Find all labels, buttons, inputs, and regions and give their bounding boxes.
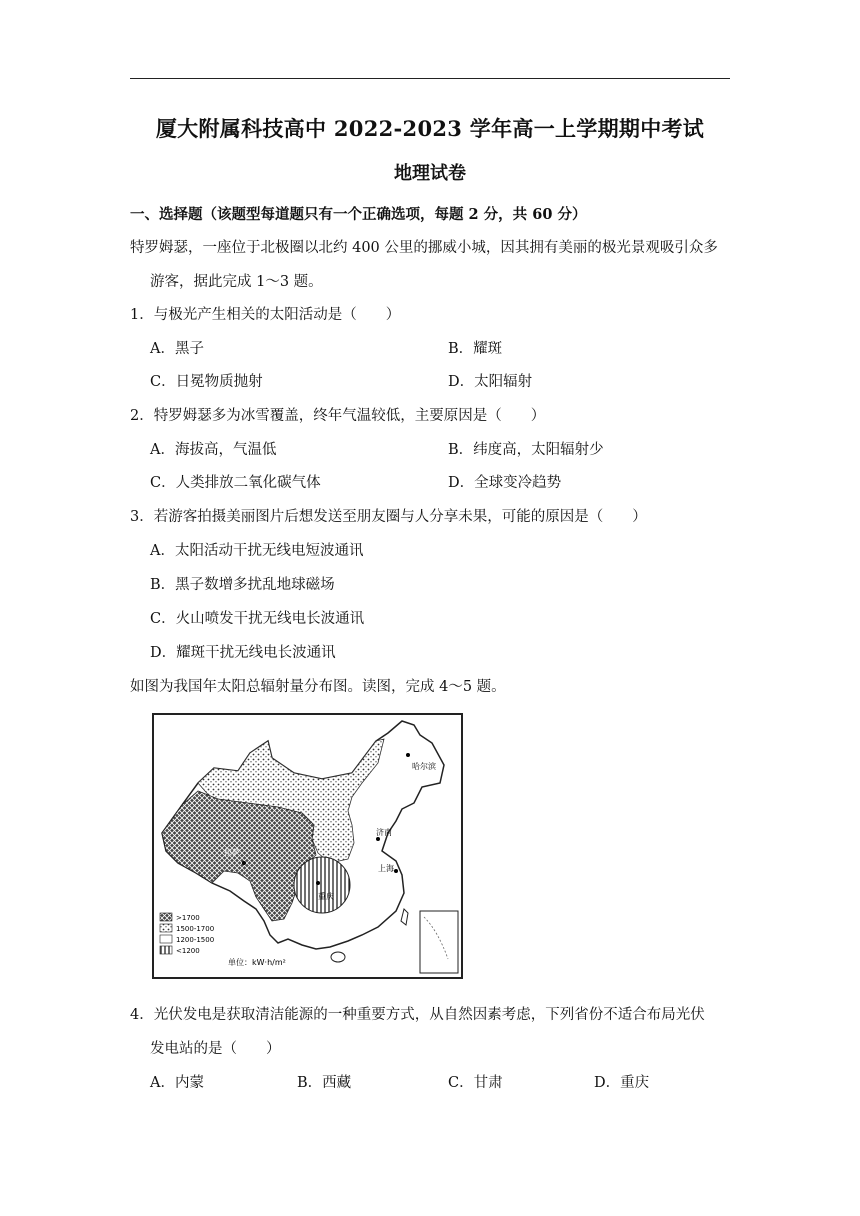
question-3-option-d: D．耀斑干扰无线电长波通讯 — [150, 645, 336, 661]
city-dot-shanghai — [394, 869, 398, 873]
city-label-shanghai: 上海 — [378, 864, 394, 873]
city-dot-harbin — [406, 753, 410, 757]
hainan-island — [331, 952, 345, 962]
question-1-option-d: D．太阳辐射 — [448, 374, 533, 390]
question-1-option-c: C．日冕物质抛射 — [150, 374, 263, 390]
question-4-stem-line2: 发电站的是（ ） — [150, 1041, 281, 1057]
city-label-lhasa: 拉萨 — [224, 848, 240, 857]
south-china-sea-inset — [420, 911, 458, 973]
question-1-option-a: A．黑子 — [150, 341, 204, 357]
question-3-option-b: B．黑子数增多扰乱地球磁场 — [150, 577, 335, 593]
city-dot-chongqing — [316, 881, 320, 885]
question-2-option-b: B．纬度高，太阳辐射少 — [448, 442, 604, 458]
passage1-line2: 游客，据此完成 1～3 题。 — [150, 274, 323, 290]
legend-swatch-lt-1200 — [160, 946, 172, 954]
legend-swatch-1200-1500 — [160, 935, 172, 943]
question-2-option-c: C．人类排放二氧化碳气体 — [150, 475, 321, 491]
legend-swatch-gt-1700 — [160, 913, 172, 921]
city-dot-lhasa — [242, 861, 246, 865]
passage1-line1: 特罗姆瑟，一座位于北极圈以北约 400 公里的挪威小城，因其拥有美丽的极光景观吸引众多 — [130, 240, 718, 256]
question-2-option-a: A．海拔高，气温低 — [150, 442, 277, 458]
question-3-stem: 3．若游客拍摄美丽图片后想发送至朋友圈与人分享未果，可能的原因是（ ） — [130, 509, 647, 525]
city-dot-jinan — [376, 837, 380, 841]
question-3-option-a: A．太阳活动干扰无线电短波通讯 — [150, 543, 364, 559]
passage2-line1: 如图为我国年太阳总辐射量分布图。读图，完成 4～5 题。 — [130, 679, 506, 695]
exam-title: 厦大附属科技高中 2022-2023 学年高一上学期期中考试 — [155, 116, 705, 141]
question-4-option-a: A．内蒙 — [150, 1075, 204, 1091]
section-heading: 一、选择题（该题型每道题只有一个正确选项，每题 2 分，共 60 分） — [130, 206, 587, 223]
solar-radiation-map — [152, 713, 463, 979]
legend-label-lt-1200: <1200 — [176, 947, 200, 955]
legend-label-1200-1500: 1200-1500 — [176, 936, 215, 944]
legend-unit: 单位：kW·h/m² — [228, 958, 286, 967]
question-2-option-d: D．全球变冷趋势 — [448, 475, 562, 491]
legend-swatch-1500-1700 — [160, 924, 172, 932]
legend-label-1500-1700: 1500-1700 — [176, 925, 215, 933]
header-rule — [130, 78, 730, 79]
exam-subtitle: 地理试卷 — [394, 163, 466, 184]
question-1-stem: 1．与极光产生相关的太阳活动是（ ） — [130, 307, 401, 323]
city-label-harbin: 哈尔滨 — [412, 762, 436, 771]
question-4-option-c: C．甘肃 — [448, 1075, 503, 1091]
question-4-option-d: D．重庆 — [594, 1075, 650, 1091]
question-4-stem-line1: 4．光伏发电是获取清洁能源的一种重要方式，从自然因素考虑，下列省份不适合布局光伏 — [130, 1007, 705, 1023]
zone-lt-1200 — [294, 857, 350, 913]
city-label-chongqing: 重庆 — [318, 892, 334, 901]
question-4-option-b: B．西藏 — [297, 1075, 352, 1091]
question-3-option-c: C．火山喷发干扰无线电长波通讯 — [150, 611, 365, 627]
question-1-option-b: B．耀斑 — [448, 341, 503, 357]
question-2-stem: 2．特罗姆瑟多为冰雪覆盖，终年气温较低，主要原因是（ ） — [130, 408, 546, 424]
city-label-jinan: 济南 — [376, 828, 392, 837]
legend-label-gt-1700: >1700 — [176, 914, 200, 922]
